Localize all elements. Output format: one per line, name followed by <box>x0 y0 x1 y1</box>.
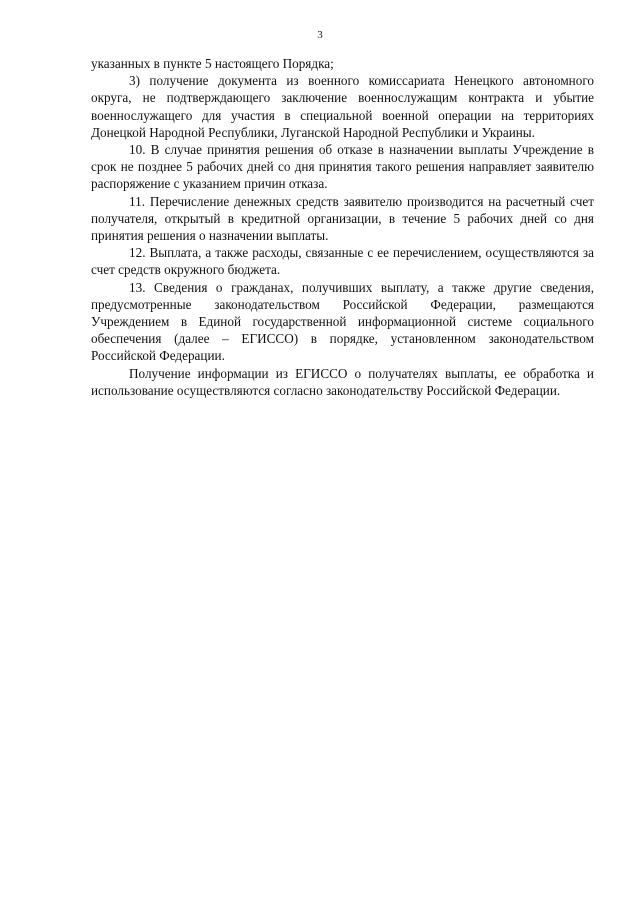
paragraph-continuation: указанных в пункте 5 настоящего Порядка; <box>91 56 334 71</box>
paragraph-egisso-usage: Получение информации из ЕГИССО о получателях выплаты, ее обработка и использование осуществляются согласно законодательству Российской Федерации. <box>91 365 594 398</box>
paragraph-clause-10: 10. В случае принятия решения об отказе в назначении выплаты Учреждение в срок не позднее 5 рабочих дней со дня принятия такого решения направляет заявителю распоряжение с указанием причин отказа. <box>91 142 594 192</box>
paragraph-item-3: 3) получение документа из военного комиссариата Ненецкого автономного округа, не подтверждающего заключение военнослужащим контракта и убытие военнослужащего для участия в специальной военной операции на территориях Донецкой Народной Республики, Луганской Народной Республики и Украины. <box>91 73 594 140</box>
document-body <box>91 55 594 399</box>
paragraph-clause-13: 13. Сведения о гражданах, получивших выплату, а также другие сведения, предусмотренные законодательством Российской Федерации, размещаются Учреждением в Единой государственной информационной системе социального обеспечения (далее – ЕГИССО) в порядке, установленном законодательством Российской Федерации. <box>91 279 594 364</box>
paragraph-clause-11: 11. Перечисление денежных средств заявителю производится на расчетный счет получателя, открытый в кредитной организации, в течение 5 рабочих дней со дня принятия решения о назначении выплаты. <box>91 193 594 244</box>
page-number: 3 <box>317 29 323 41</box>
paragraph-clause-12: 12. Выплата, а также расходы, связанные с ее перечислением, осуществляются за счет средств окружного бюджета. <box>91 245 594 278</box>
